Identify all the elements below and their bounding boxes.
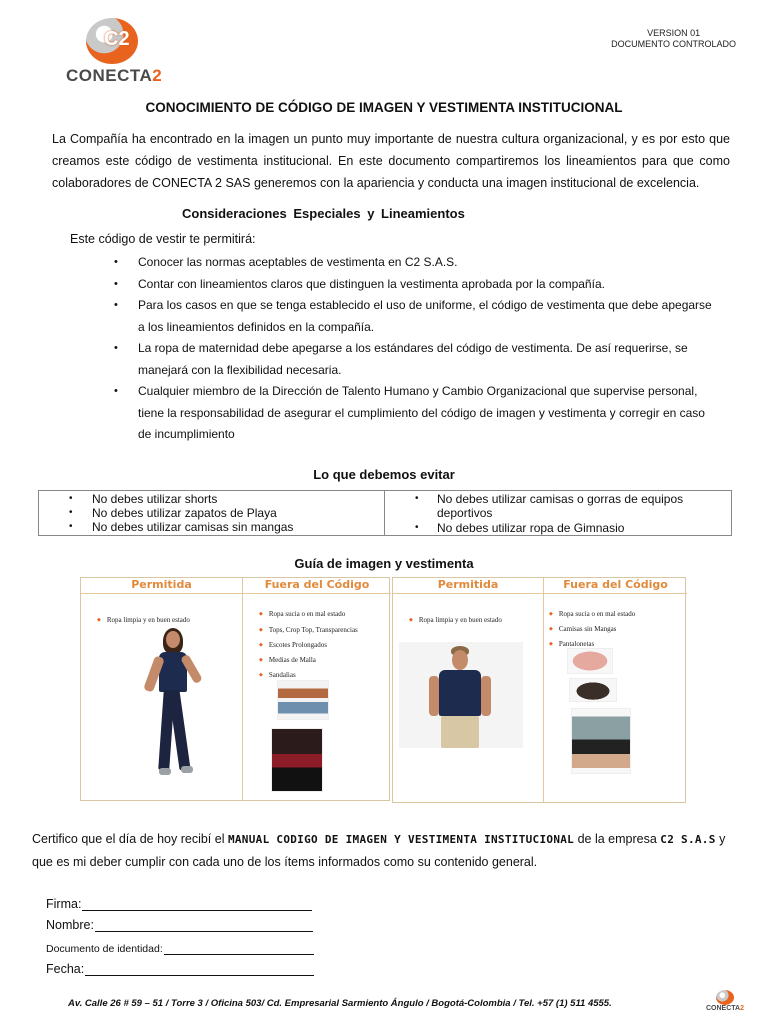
logo-wordmark: CONECTA2	[66, 66, 163, 85]
name-label: Nombre:	[46, 918, 94, 932]
guide-out-item: ◆ Ropa sucia o en mal estado	[259, 610, 345, 618]
guide-allowed-header: Permitida	[393, 578, 543, 594]
avoid-column-right	[385, 491, 731, 535]
list-item: • Cualquier miembro de la Dirección de Talento Humano y Cambio Organizacional que supervise personal, tiene la responsabilidad de asegurar el cumplimiento del código de imagen y vestimenta y corregir en caso de incumplimiento	[112, 381, 712, 446]
avoid-table	[38, 490, 732, 536]
gym-outfit-image	[571, 708, 631, 774]
guide-out-item: ◆ Sandalias	[259, 671, 296, 679]
considerations-list	[112, 252, 712, 446]
man-image	[399, 642, 523, 748]
avoid-item: • No debes utilizar ropa de Gimnasio	[385, 521, 731, 535]
signature-line[interactable]	[46, 897, 312, 911]
guide-allowed-item: ◆ Ropa limpia y en buen estado	[97, 616, 190, 624]
list-item: • Conocer las normas aceptables de vestimenta en C2 S.A.S.	[112, 252, 712, 274]
avoid-item: • No debes utilizar shorts	[39, 492, 384, 506]
guide-out-item: ◆ Pantalonetas	[549, 640, 594, 648]
avoid-item: • No debes utilizar zapatos de Playa	[39, 506, 384, 520]
controlled-doc-line: DOCUMENTO CONTROLADO	[611, 39, 736, 49]
considerations-title: Consideraciones Especiales y Lineamientos	[182, 206, 465, 221]
avoid-title: Lo que debemos evitar	[313, 467, 455, 482]
guide-out-item: ◆ Escotes Prolongados	[259, 641, 327, 649]
id-document-line[interactable]	[46, 941, 314, 955]
version-block	[611, 28, 736, 50]
list-item: • Para los casos en que se tenga establecido el uso de uniforme, el código de vestimenta que debe apegarse a los lineamientos definidos en la compañía.	[112, 295, 712, 338]
guide-out-item: ◆ Ropa sucia o en mal estado	[549, 610, 635, 618]
shorts-image	[567, 648, 613, 674]
avoid-column-left	[39, 491, 385, 535]
guide-out-item: ◆ Camisas sin Mangas	[549, 625, 616, 633]
guide-men-panel	[392, 577, 686, 803]
sandals-image	[569, 678, 617, 702]
name-line[interactable]	[46, 918, 313, 932]
version-line: VERSION 01	[647, 28, 701, 38]
list-item: • La ropa de maternidad debe apegarse a los estándares del código de vestimenta. De así requerirse, se manejará con la flexibilidad necesaria.	[112, 338, 712, 381]
guide-out-item: ◆ Tops, Crop Top, Transparencias	[259, 626, 358, 634]
logo-badge: C2	[104, 28, 130, 50]
avoid-item: • No debes utilizar camisas o gorras de equipos deportivos	[385, 492, 731, 520]
avoid-item: • No debes utilizar camisas sin mangas	[39, 520, 384, 534]
footer-logo-emblem	[716, 990, 734, 1005]
id-document-label: Documento de identidad:	[46, 943, 163, 955]
footer-logo-wordmark: CONECTA2	[706, 1005, 744, 1012]
footer-address: Av. Calle 26 # 59 – 51 / Torre 3 / Oficina 503/ Cd. Empresarial Sarmiento Ángulo / Bogotá-Colombia / Tel. +57 (1) 511 4555.	[68, 998, 612, 1009]
date-label: Fecha:	[46, 962, 85, 976]
document-title: CONOCIMIENTO DE CÓDIGO DE IMAGEN Y VESTIMENTA INSTITUCIONAL	[145, 100, 623, 115]
crop-top-image	[277, 680, 329, 720]
guide-allowed-item: ◆ Ropa limpia y en buen estado	[409, 616, 502, 624]
guide-out-header: Fuera del Código	[243, 578, 391, 594]
certification-text: Certifico que el día de hoy recibí el MANUAL CODIGO DE IMAGEN Y VESTIMENTA INSTITUCIONAL de la empresa C2 S.A.S y que es mi deber cumplir con cada uno de los ítems informados como su contenido general.	[32, 832, 726, 869]
guide-women-panel	[80, 577, 390, 801]
company-logo	[66, 18, 166, 86]
footer-logo	[706, 990, 746, 1016]
guide-title: Guía de imagen y vestimenta	[294, 556, 474, 571]
considerations-lead: Este código de vestir te permitirá:	[70, 232, 256, 246]
guide-allowed-header: Permitida	[81, 578, 242, 594]
woman-image	[137, 626, 207, 786]
list-item: • Contar con lineamientos claros que distinguen la vestimenta aprobada por la compañía.	[112, 274, 712, 296]
guide-out-header: Fuera del Código	[544, 578, 687, 594]
signature-label: Firma:	[46, 897, 82, 911]
date-line[interactable]	[46, 962, 314, 976]
intro-paragraph: La Compañía ha encontrado en la imagen un punto muy importante de nuestra cultura organizacional, y es por esto que creamos este código de vestimenta institucional. En este documento compartiremos los lineamientos para que como colaboradores de CONECTA 2 SAS generemos con la apariencia y conducta una imagen institucional de excelencia.	[52, 132, 730, 190]
guide-out-item: ◆ Medias de Malla	[259, 656, 316, 664]
fishnet-image	[271, 728, 323, 792]
